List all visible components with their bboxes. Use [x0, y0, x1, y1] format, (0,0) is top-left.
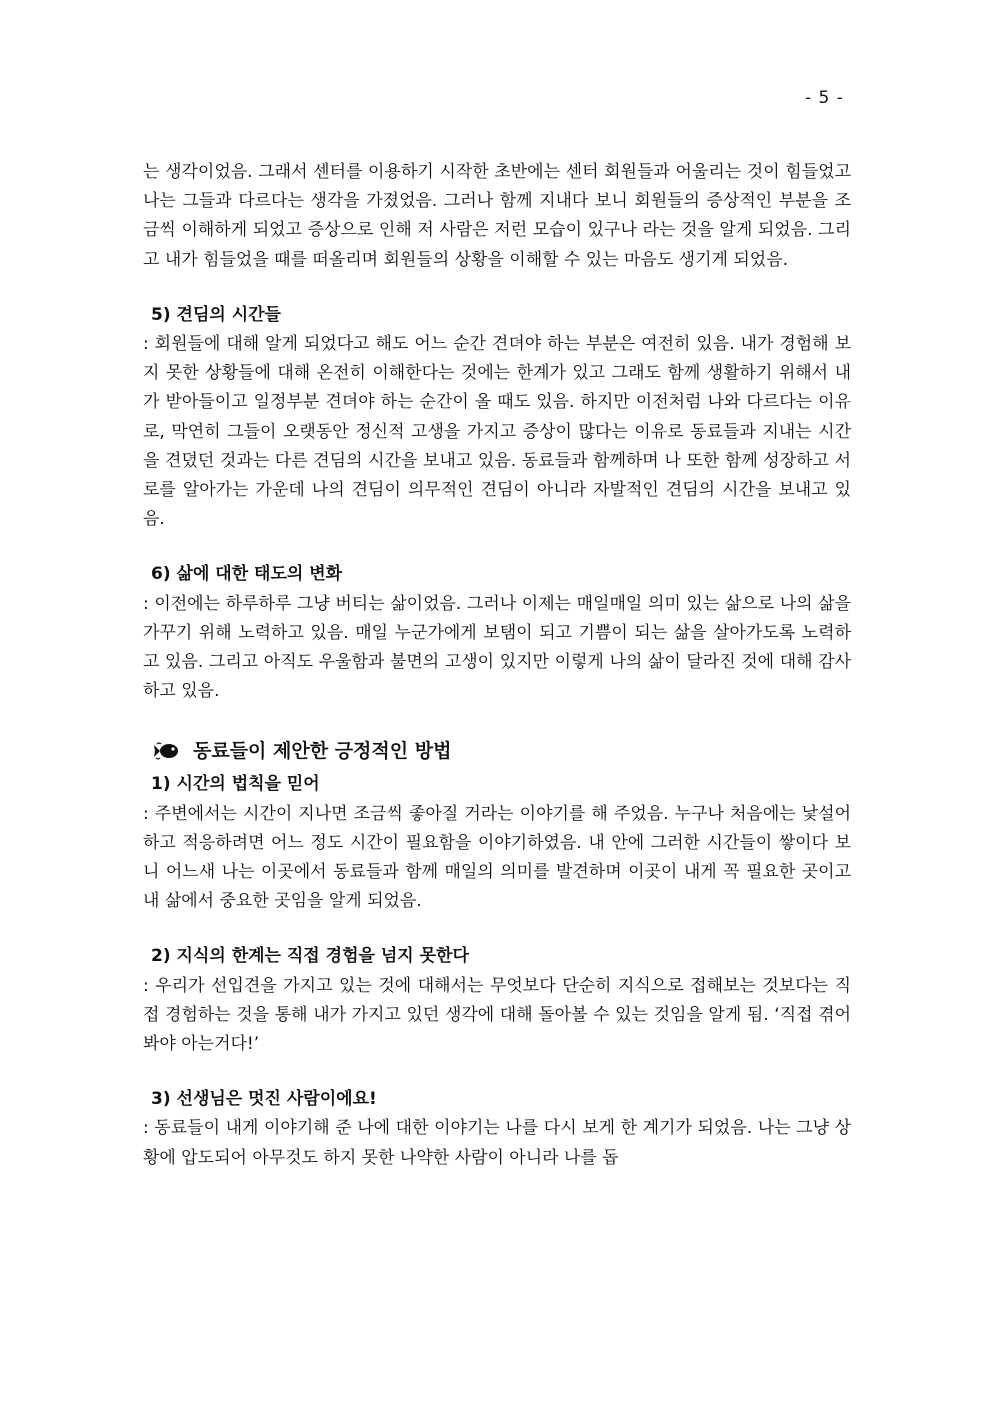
- positive-methods-section: [143, 736, 851, 1172]
- section-5: [143, 301, 851, 535]
- method-2-heading: 2) 지식의 한계는 직접 경험을 넘지 못한다: [151, 946, 469, 967]
- fish-bullet-icon: [153, 740, 181, 762]
- section-6: [143, 560, 851, 706]
- method-item-1: [143, 770, 851, 916]
- method-item-3: [143, 1085, 851, 1173]
- page-number: - 5 -: [805, 88, 844, 108]
- intro-paragraph: 는 생각이었음. 그래서 센터를 이용하기 시작한 초반에는 센터 회원들과 어울리는 것이 힘들었고 나는 그들과 다르다는 생각을 가졌었음. 그러나 함께 지내다 보니 회원들의 증상적인 부분을 조금씩 이해하게 되었고 증상으로 인해 저 사람은 저런 모습이 있구나 라는 것을 알게 되었음. 그리고 내가 힘들었을 때를 떠올리며 회원들의 상황을 이해할 수 있는 마음도 생기게 되었음.: [143, 162, 851, 270]
- section-5-body: : 회원들에 대해 알게 되었다고 해도 어느 순간 견뎌야 하는 부분은 여전히 있음. 내가 경험해 보지 못한 상황들에 대해 온전히 이해한다는 것에는 한계가 있고 그래도 함께 생활하기 위해서 내가 받아들이고 일정부분 견뎌야 하는 순간이 올 때도 있음. 하지만 이전처럼 나와 다르다는 이유로, 막연히 그들이 오랫동안 정신적 고생을 가지고 증상이 많다는 이유로 동료들과 지내는 시간을 견뎠던 것과는 다른 견딤의 시간을 보내고 있음. 동료들과 함께하며 나 또한 함께 성장하고 서로를 알아가는 가운데 나의 견딤이 의무적인 견딤이 아니라 자발적인 견딤의 시간을 보내고 있음.: [143, 334, 851, 530]
- section-6-body: : 이전에는 하루하루 그냥 버티는 삶이었음. 그러나 이제는 매일매일 의미 있는 삶으로 나의 삶을 가꾸기 위해 노력하고 있음. 매일 누군가에게 보탬이 되고 기쁨이 되는 삶을 살아가도록 노력하고 있음. 그리고 아직도 우울함과 불면의 고생이 있지만 이렇게 나의 삶이 달라진 것에 대해 감사하고 있음.: [143, 593, 851, 702]
- method-3-body: : 동료들이 내게 이야기해 준 나에 대한 이야기는 나를 다시 보게 한 계기가 되었음. 나는 그냥 상황에 압도되어 아무것도 하지 못한 나약한 사람이 아니라 나를 돕: [143, 1118, 851, 1168]
- section-6-heading: 6) 삶에 대한 태도의 변화: [151, 564, 343, 585]
- positive-methods-title: [143, 736, 851, 766]
- method-item-2: [143, 942, 851, 1059]
- method-1-heading: 1) 시간의 법칙을 믿어: [151, 774, 320, 795]
- document-body: [143, 158, 851, 1173]
- section-5-heading: 5) 견딤의 시간들: [151, 304, 281, 325]
- positive-methods-title-text: 동료들이 제안한 긍정적인 방법: [193, 740, 452, 763]
- method-3-heading: 3) 선생님은 멋진 사람이에요!: [151, 1089, 377, 1110]
- method-2-body: : 우리가 선입견을 가지고 있는 것에 대해서는 무엇보다 단순히 지식으로 접해보는 것보다는 직접 경험하는 것을 통해 내가 가지고 있던 생각에 대해 돌아볼 수 있는 것임을 알게 됨. ‘직접 겪어봐야 아는거다!’: [143, 975, 851, 1055]
- method-1-body: : 주변에서는 시간이 지나면 조금씩 좋아질 거라는 이야기를 해 주었음. 누구나 처음에는 낯설어하고 적응하려면 어느 정도 시간이 필요함을 이야기하였음. 내 안에 그러한 시간들이 쌓이다 보니 어느새 나는 이곳에서 동료들과 함께 매일의 의미를 발견하며 이곳이 내게 꼭 필요한 곳이고 내 삶에서 중요한 곳임을 알게 되었음.: [143, 803, 851, 912]
